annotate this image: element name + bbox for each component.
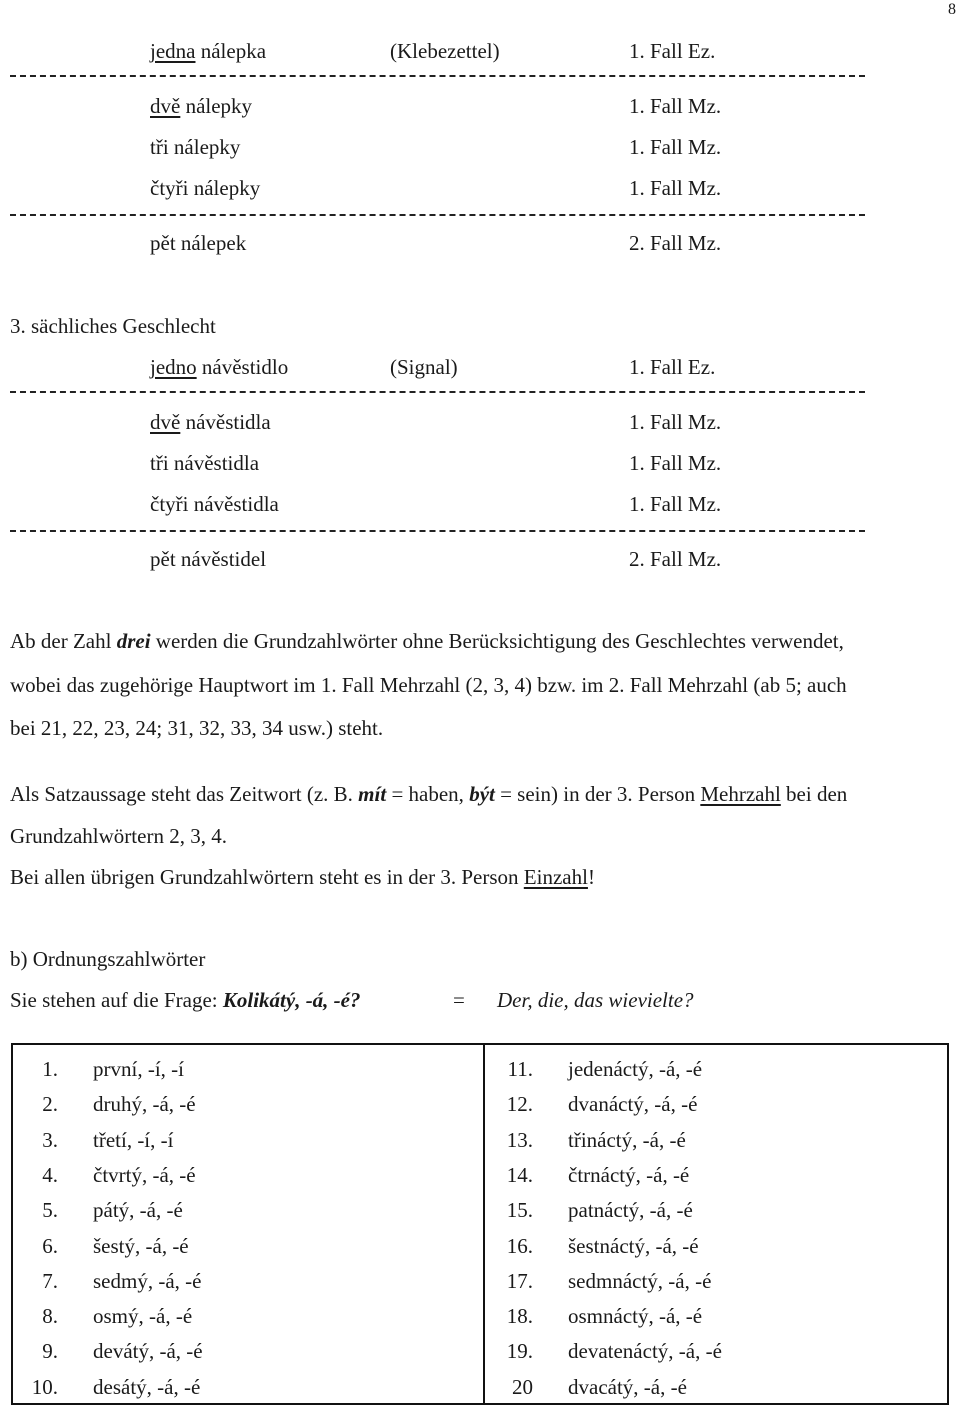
ordinal-word: dvacátý, -á, -é xyxy=(568,1374,687,1399)
paragraph-2-line-1 xyxy=(10,784,847,805)
neu-row-3-case: 1. Fall Mz. xyxy=(629,451,722,475)
neuter-heading: 3. sächliches Geschlecht xyxy=(10,314,216,338)
neu-row-1-case: 1. Fall Ez. xyxy=(629,355,716,379)
ordinal-word: první, -í, -í xyxy=(93,1057,184,1081)
neu-row-2-case: 1. Fall Mz. xyxy=(629,410,722,434)
ordinal-number: 15. xyxy=(506,1198,533,1223)
fem-row-1-case: 1. Fall Ez. xyxy=(629,39,716,63)
ordinal-number: 9. xyxy=(42,1339,58,1364)
text-span: werden die Grundzahlwörter ohne Berücksichtigung des Geschlechtes verwendet, xyxy=(150,629,844,653)
question-czech: Kolikátý, -á, -é? xyxy=(222,988,361,1012)
page-number: 8 xyxy=(948,1,956,18)
ordinal-word: druhý, -á, -é xyxy=(93,1092,196,1117)
ordinal-table xyxy=(11,1043,949,1405)
table-column-divider xyxy=(483,1045,485,1403)
ordinal-word: šestnáctý, -á, -é xyxy=(568,1233,699,1258)
dashed-divider xyxy=(10,530,865,532)
ordinal-word: devatenáctý, -á, -é xyxy=(568,1339,722,1364)
neu-row-5-case: 2. Fall Mz. xyxy=(629,547,722,571)
ordinal-word: čtvrtý, -á, -é xyxy=(93,1162,196,1187)
fem-row-1-numeral: jedna xyxy=(150,39,196,63)
emphasis-drei: drei xyxy=(116,629,151,653)
ordinal-word: dvanáctý, -á, -é xyxy=(568,1092,698,1117)
neu-row-1-numeral: jedno xyxy=(150,355,197,379)
ordinal-number: 12. xyxy=(506,1092,533,1117)
dashed-divider xyxy=(10,75,865,77)
ordinal-heading: b) Ordnungszahlwörter xyxy=(10,947,206,971)
ordinal-number: 11. xyxy=(507,1057,533,1081)
ordinal-word: třináctý, -á, -é xyxy=(568,1127,686,1152)
fem-row-1-gloss: (Klebezettel) xyxy=(390,39,500,63)
text-span: = sein) in der 3. Person xyxy=(494,782,701,806)
ordinal-word: pátý, -á, -é xyxy=(93,1198,183,1223)
fem-row-5: pět nálepek xyxy=(150,231,247,255)
ordinal-number: 5. xyxy=(42,1198,58,1223)
paragraph-1-line-1 xyxy=(10,631,844,652)
neu-row-1-noun: návěstidlo xyxy=(201,355,289,379)
text-span: Bei allen übrigen Grundzahlwörtern steht es in der 3. Person xyxy=(10,865,524,889)
dashed-divider xyxy=(10,391,865,393)
dashed-divider xyxy=(10,214,865,216)
ordinal-number: 6. xyxy=(42,1233,58,1258)
paragraph-1-line-2: wobei das zugehörige Hauptwort im 1. Fall Mehrzahl (2, 3, 4) bzw. im 2. Fall Mehrzahl (ab 5; auch xyxy=(10,673,847,697)
fem-row-5-case: 2. Fall Mz. xyxy=(629,231,722,255)
fem-row-4-case: 1. Fall Mz. xyxy=(629,176,722,200)
text-span: Ab der Zahl xyxy=(10,629,117,653)
ordinal-number: 7. xyxy=(42,1268,58,1293)
fem-row-3: tři nálepky xyxy=(150,135,241,159)
ordinal-word: šestý, -á, -é xyxy=(93,1233,189,1258)
emphasis-mit: mít xyxy=(358,782,387,806)
neu-row-1 xyxy=(150,357,288,378)
ordinal-word: sedmý, -á, -é xyxy=(93,1268,202,1293)
underlined-einzahl: Einzahl xyxy=(523,865,588,889)
ordinal-number: 2. xyxy=(42,1092,58,1117)
fem-row-2-numeral: dvě xyxy=(150,94,181,118)
text-span: ! xyxy=(587,865,595,889)
underlined-mehrzahl: Mehrzahl xyxy=(700,782,781,806)
neu-row-2-noun: návěstidla xyxy=(185,410,271,434)
ordinal-number: 4. xyxy=(42,1162,58,1187)
ordinal-word: sedmnáctý, -á, -é xyxy=(568,1268,712,1293)
fem-row-2-case: 1. Fall Mz. xyxy=(629,94,722,118)
ordinal-number: 17. xyxy=(506,1268,533,1293)
ordinal-number: 18. xyxy=(506,1304,533,1329)
ordinal-word: čtrnáctý, -á, -é xyxy=(568,1162,690,1187)
fem-row-4: čtyři nálepky xyxy=(150,176,261,200)
ordinal-word: desátý, -á, -é xyxy=(93,1374,201,1399)
ordinal-number: 1. xyxy=(42,1057,58,1081)
text-span: Sie stehen auf die Frage: xyxy=(10,988,223,1012)
ordinal-number: 10. xyxy=(31,1374,58,1399)
paragraph-2-line-3 xyxy=(10,867,595,888)
ordinal-word: jedenáctý, -á, -é xyxy=(568,1057,703,1081)
neu-row-5: pět návěstidel xyxy=(150,547,267,571)
neu-row-3: tři návěstidla xyxy=(150,451,260,475)
neu-row-4: čtyři návěstidla xyxy=(150,492,279,516)
emphasis-byt: být xyxy=(469,782,495,806)
text-span: = haben, xyxy=(386,782,470,806)
ordinal-word: patnáctý, -á, -é xyxy=(568,1198,693,1223)
ordinal-word: osmý, -á, -é xyxy=(93,1304,193,1329)
fem-row-2-noun: nálepky xyxy=(185,94,253,118)
neu-row-2 xyxy=(150,412,271,433)
ordinal-number: 14. xyxy=(506,1162,533,1187)
text-span: Als Satzaussage steht das Zeitwort (z. B. xyxy=(10,782,359,806)
neu-row-2-numeral: dvě xyxy=(150,410,181,434)
ordinal-word: osmnáctý, -á, -é xyxy=(568,1304,703,1329)
question-equals: = xyxy=(453,988,465,1012)
paragraph-1-line-3: bei 21, 22, 23, 24; 31, 32, 33, 34 usw.) steht. xyxy=(10,716,384,740)
neu-row-4-case: 1. Fall Mz. xyxy=(629,492,722,516)
ordinal-word: devátý, -á, -é xyxy=(93,1339,203,1364)
fem-row-1-noun: nálepka xyxy=(200,39,267,63)
ordinal-number: 16. xyxy=(506,1233,533,1258)
ordinal-number: 20 xyxy=(512,1374,533,1399)
fem-row-2 xyxy=(150,96,252,117)
ordinal-number: 3. xyxy=(42,1127,58,1152)
fem-row-3-case: 1. Fall Mz. xyxy=(629,135,722,159)
question-german: Der, die, das wievielte? xyxy=(497,988,694,1012)
ordinal-number: 19. xyxy=(506,1339,533,1364)
neu-row-1-gloss: (Signal) xyxy=(390,355,458,379)
paragraph-2-line-2: Grundzahlwörtern 2, 3, 4. xyxy=(10,824,227,848)
ordinal-number: 8. xyxy=(42,1304,58,1329)
fem-row-1 xyxy=(150,41,266,62)
question-prefix xyxy=(10,990,361,1011)
ordinal-number: 13. xyxy=(506,1127,533,1152)
text-span: bei den xyxy=(780,782,848,806)
ordinal-word: třetí, -í, -í xyxy=(93,1127,174,1152)
